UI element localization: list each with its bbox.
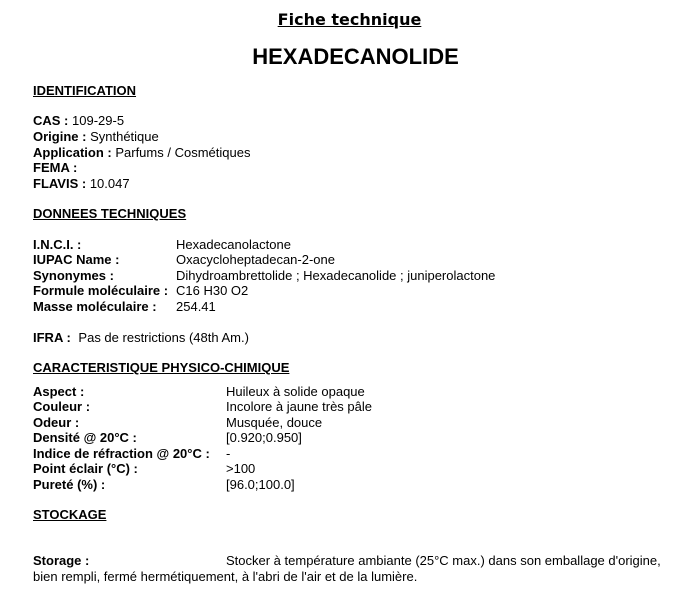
field-origine (33, 129, 159, 144)
field-value: Hexadecanolactone (176, 237, 291, 252)
field-label: Pureté (%) : (33, 477, 106, 492)
field-value: Stocker à température ambiante (25°C max.) dans son emballage d'origine, (226, 553, 661, 568)
field-label: CAS : (33, 113, 69, 128)
field-value: >100 (226, 461, 256, 476)
field-value: Dihydroambrettolide ; Hexadecanolide ; juniperolactone (176, 268, 496, 283)
field-cas (33, 113, 124, 128)
field-fema (33, 160, 77, 175)
identification-heading: IDENTIFICATION (33, 83, 137, 98)
field-value: Musquée, douce (226, 415, 323, 430)
field-label: Aspect : (33, 384, 85, 399)
field-value: 254.41 (176, 299, 216, 314)
field-value: Pas de restrictions (48th Am.) (78, 330, 249, 345)
field-value: 109-29-5 (72, 113, 125, 128)
physico-chemical-heading: CARACTERISTIQUE PHYSICO-CHIMIQUE (33, 360, 290, 375)
product-name: HEXADECANOLIDE (252, 44, 459, 69)
field-value: - (226, 446, 231, 461)
field-label: Masse moléculaire : (33, 299, 157, 314)
field-label: IFRA : (33, 330, 71, 345)
field-application (33, 145, 250, 160)
document-title: Fiche technique (277, 10, 422, 29)
field-value: [96.0;100.0] (226, 477, 295, 492)
field-label: Storage : (33, 553, 90, 568)
field-label: Origine : (33, 129, 87, 144)
field-label: Indice de réfraction @ 20°C : (33, 446, 210, 461)
field-flavis (33, 176, 130, 191)
field-ifra (33, 330, 249, 345)
field-value: Synthétique (90, 129, 159, 144)
field-label: IUPAC Name : (33, 252, 120, 267)
field-label: I.N.C.I. : (33, 237, 82, 252)
field-label: Point éclair (°C) : (33, 461, 138, 476)
technical-data-heading: DONNEES TECHNIQUES (33, 206, 187, 221)
field-value: Parfums / Cosmétiques (115, 145, 251, 160)
storage-heading: STOCKAGE (33, 507, 107, 522)
field-label: Couleur : (33, 399, 91, 414)
field-label: Odeur : (33, 415, 80, 430)
field-label: Synonymes : (33, 268, 114, 283)
field-value: [0.920;0.950] (226, 430, 302, 445)
field-value: Oxacycloheptadecan-2-one (176, 252, 335, 267)
field-label: FLAVIS : (33, 176, 87, 191)
field-label: Formule moléculaire : (33, 283, 169, 298)
field-label: FEMA : (33, 160, 78, 175)
field-value: C16 H30 O2 (176, 283, 249, 298)
field-value: 10.047 (89, 176, 130, 191)
field-value: Huileux à solide opaque (226, 384, 365, 399)
field-value: Incolore à jaune très pâle (226, 399, 372, 414)
field-value-continued: bien rempli, fermé hermétiquement, à l'abri de l'air et de la lumière. (33, 569, 418, 584)
field-label: Application : (33, 145, 112, 160)
field-label: Densité @ 20°C : (33, 430, 137, 445)
